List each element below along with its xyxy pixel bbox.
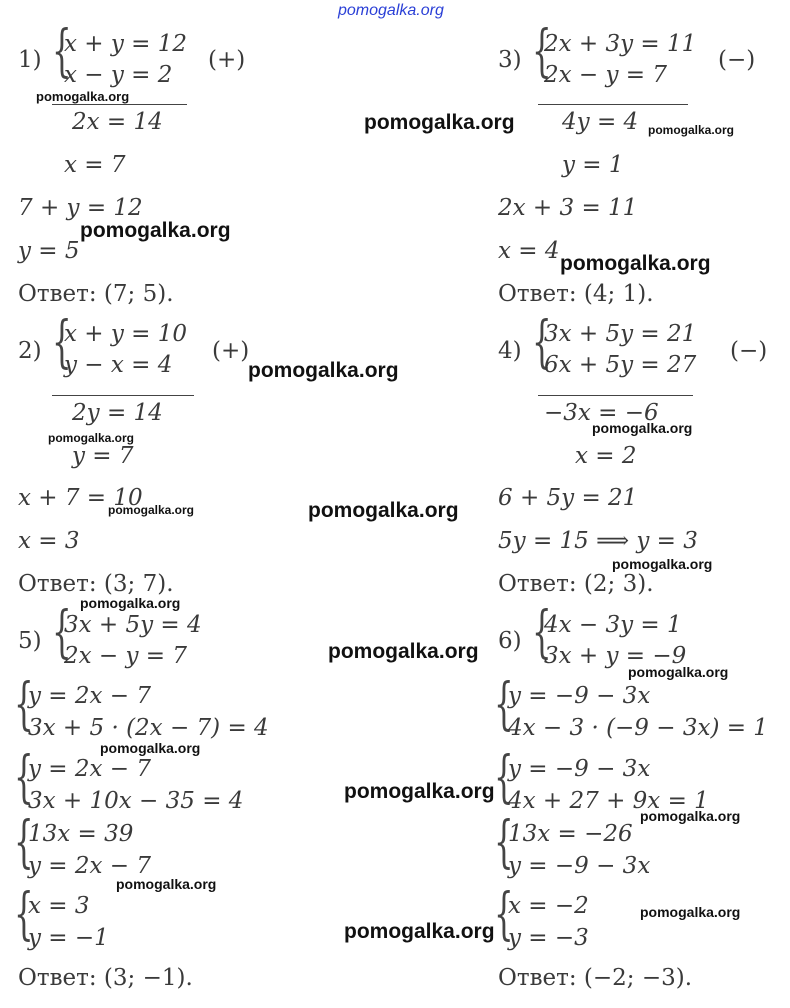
p5-system-brace: { [52,600,72,665]
p6-eq1: 4x − 3y = 1 [544,612,682,638]
p6-answer: Ответ: (−2; −3). [498,965,693,991]
p6-b2: 4x + 27 + 9x = 1 [508,788,709,814]
p4-eq1: 3x + 5y = 21 [544,321,697,347]
watermark: pomogalka.org [248,359,399,382]
p2-eq2: y − x = 4 [64,352,173,378]
watermark: pomogalka.org [80,219,231,242]
p1-number: 1) [18,47,42,73]
watermark: pomogalka.org [308,499,459,522]
p6-d1: x = −2 [508,893,589,919]
p1-step3: y = 5 [18,238,80,264]
p6-b1: y = −9 − 3x [508,756,651,782]
watermark: pomogalka.org [344,780,495,803]
watermark: pomogalka.org [108,503,195,517]
p5-brace-c: { [14,810,34,875]
p2-system-brace: { [52,310,72,375]
p4-step1: x = 2 [575,443,637,469]
p2-answer: Ответ: (3; 7). [18,571,174,597]
p5-answer: Ответ: (3; −1). [18,965,193,991]
p4-step3: 5y = 15 ⟹ y = 3 [498,528,698,554]
p6-brace-b: { [494,745,514,810]
p3-step2: 2x + 3 = 11 [498,195,638,221]
p1-eq1: x + y = 12 [64,31,188,57]
watermark: pomogalka.org [116,876,217,892]
p2-sum-rule [52,395,194,396]
p3-eq1: 2x + 3y = 11 [544,31,697,57]
p4-sum-rule [538,395,693,396]
watermark: pomogalka.org [100,740,201,756]
p3-sum-rule [538,104,688,105]
p6-c1: 13x = −26 [508,821,633,847]
p5-a2: 3x + 5 · (2x − 7) = 4 [28,715,269,741]
p5-d1: x = 3 [28,893,90,919]
p4-eq2: 6x + 5y = 27 [544,352,697,378]
watermark: pomogalka.org [48,431,135,445]
p1-operation: (+) [208,47,246,73]
p6-c2: y = −9 − 3x [508,853,651,879]
p5-eq2: 2x − y = 7 [64,643,188,669]
watermark: pomogalka.org [328,640,479,663]
p6-brace-c: { [494,810,514,875]
p6-brace-d: { [494,882,514,947]
p1-sum-rule [52,104,187,105]
p6-number: 6) [498,628,522,654]
p5-eq1: 3x + 5y = 4 [64,612,202,638]
p4-answer: Ответ: (2; 3). [498,571,654,597]
watermark: pomogalka.org [80,595,181,611]
p2-number: 2) [18,338,42,364]
p2-step3: x = 3 [18,528,80,554]
p1-sum: 2x = 14 [72,109,163,135]
p5-c2: y = 2x − 7 [28,853,152,879]
p1-step1: x = 7 [64,152,126,178]
p5-a1: y = 2x − 7 [28,683,152,709]
p3-sum: 4y = 4 [562,109,639,135]
site-header[interactable]: pomogalka.org [338,2,444,19]
watermark: pomogalka.org [36,89,130,104]
watermark: pomogalka.org [344,920,495,943]
p5-number: 5) [18,628,42,654]
watermark: pomogalka.org [628,664,729,680]
p5-d2: y = −1 [28,925,109,951]
watermark: pomogalka.org [648,123,735,137]
p6-d2: y = −3 [508,925,589,951]
p1-step2: 7 + y = 12 [18,195,143,221]
p5-brace-b: { [14,745,34,810]
watermark: pomogalka.org [640,904,741,920]
p2-step1: y = 7 [72,443,134,469]
p6-a2: 4x − 3 · (−9 − 3x) = 1 [508,715,768,741]
watermark: pomogalka.org [560,252,711,275]
p6-eq2: 3x + y = −9 [544,643,687,669]
p4-operation: (−) [730,338,768,364]
p6-a1: y = −9 − 3x [508,683,651,709]
p2-sum: 2y = 14 [72,400,163,426]
p3-step1: y = 1 [562,152,624,178]
watermark: pomogalka.org [640,808,741,824]
p1-answer: Ответ: (7; 5). [18,281,174,307]
p3-step3: x = 4 [498,238,560,264]
watermark: pomogalka.org [592,420,693,436]
p1-system-brace: { [52,19,72,84]
p2-eq1: x + y = 10 [64,321,188,347]
p6-system-brace: { [532,600,552,665]
p3-number: 3) [498,47,522,73]
p5-b2: 3x + 10x − 35 = 4 [28,788,244,814]
p4-step2: 6 + 5y = 21 [498,485,638,511]
p2-step2: x + 7 = 10 [18,485,143,511]
p3-eq2: 2x − y = 7 [544,62,668,88]
p5-brace-d: { [14,882,34,947]
p2-operation: (+) [212,338,250,364]
p5-b1: y = 2x − 7 [28,756,152,782]
p1-eq2: x − y = 2 [64,62,173,88]
p4-sum: −3x = −6 [544,400,659,426]
p6-brace-a: { [494,672,514,737]
p5-c1: 13x = 39 [28,821,134,847]
p3-operation: (−) [718,47,756,73]
watermark: pomogalka.org [364,111,515,134]
p5-brace-a: { [14,672,34,737]
p4-system-brace: { [532,310,552,375]
p3-answer: Ответ: (4; 1). [498,281,654,307]
p3-system-brace: { [532,19,552,84]
watermark: pomogalka.org [612,556,713,572]
p4-number: 4) [498,338,522,364]
